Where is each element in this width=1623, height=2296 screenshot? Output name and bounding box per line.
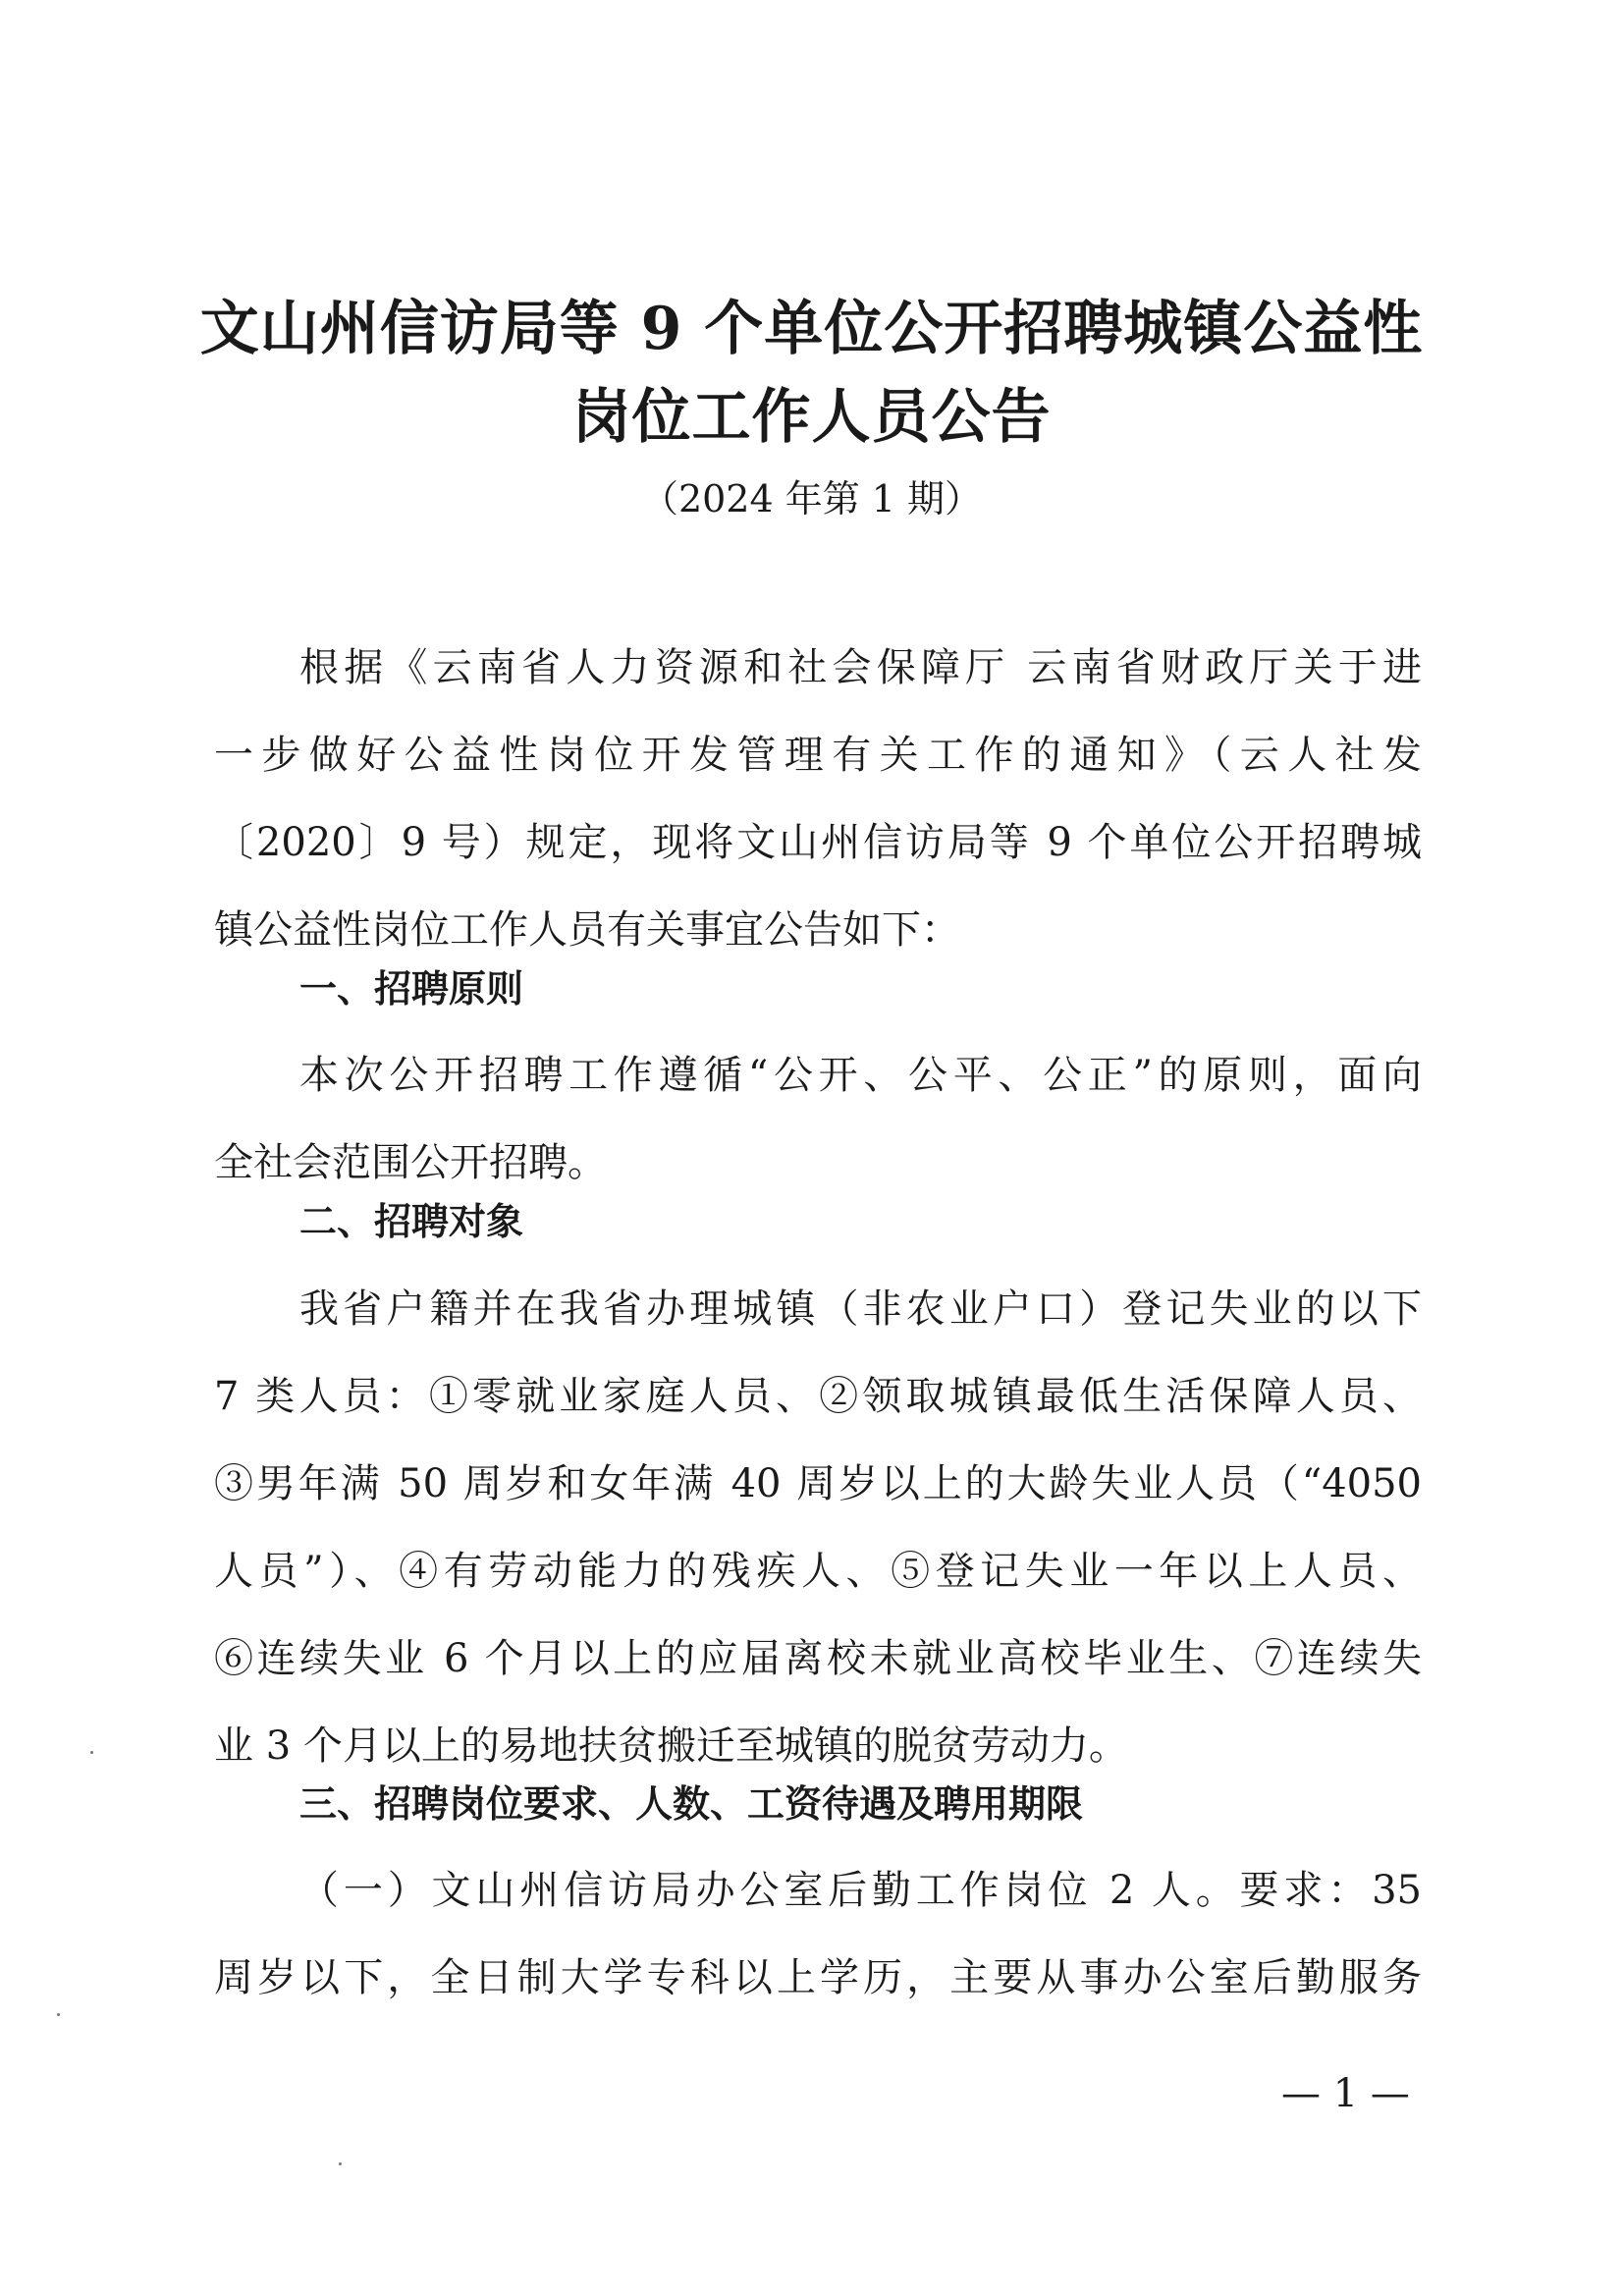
intro-line-3: 〔2020〕9 号）规定，现将文山州信访局等 9 个单位公开招聘城: [214, 820, 1422, 865]
principles-line-1: 本次公开招聘工作遵循“公开、公平、公正”的原则，面向: [299, 1053, 1422, 1098]
targets-line-3: ③男年满 50 周岁和女年满 40 周岁以上的大龄失业人员（“4050: [214, 1461, 1422, 1506]
scan-speck: [57, 2013, 60, 2016]
issue-number: （2024 年第 1 期）: [640, 477, 983, 520]
targets-line-4: 人员”）、④有劳动能力的残疾人、⑤登记失业一年以上人员、: [214, 1549, 1422, 1594]
intro-line-4: 镇公益性岗位工作人员有关事宜公告如下：: [214, 907, 960, 953]
section-heading-targets: 二、招聘对象: [299, 1200, 524, 1243]
principles-line-2: 全社会范围公开招聘。: [214, 1140, 607, 1185]
targets-line-6: 业 3 个月以上的易地扶贫搬迁至城镇的脱贫劳动力。: [214, 1723, 1128, 1769]
section-heading-positions: 三、招聘岗位要求、人数、工资待遇及聘用期限: [299, 1782, 1084, 1826]
positions-line-2: 周岁以下，全日制大学专科以上学历，主要从事办公室后勤服务: [214, 1955, 1422, 2000]
targets-line-1: 我省户籍并在我省办理城镇（非农业户口）登记失业的以下: [299, 1286, 1422, 1332]
page-title-line-1: 文山州信访局等 9 个单位公开招聘城镇公益性: [199, 295, 1424, 363]
intro-line-1: 根据《云南省人力资源和社会保障厅 云南省财政厅关于进: [299, 645, 1422, 690]
targets-line-5: ⑥连续失业 6 个月以上的应届离校未就业高校毕业生、⑦连续失: [214, 1636, 1422, 1681]
section-heading-principles: 一、招聘原则: [299, 967, 524, 1011]
scan-speck: [339, 2162, 342, 2165]
intro-line-2: 一步做好公益性岗位开发管理有关工作的通知》（云人社发: [214, 733, 1422, 778]
page-number: — 1 —: [1281, 2071, 1410, 2116]
page-title-line-2: 岗位工作人员公告: [571, 383, 1052, 452]
positions-line-1: （一）文山州信访局办公室后勤工作岗位 2 人。要求：35: [299, 1868, 1422, 1913]
targets-line-2: 7 类人员：①零就业家庭人员、②领取城镇最低生活保障人员、: [214, 1374, 1422, 1419]
scan-speck: [90, 1751, 93, 1754]
